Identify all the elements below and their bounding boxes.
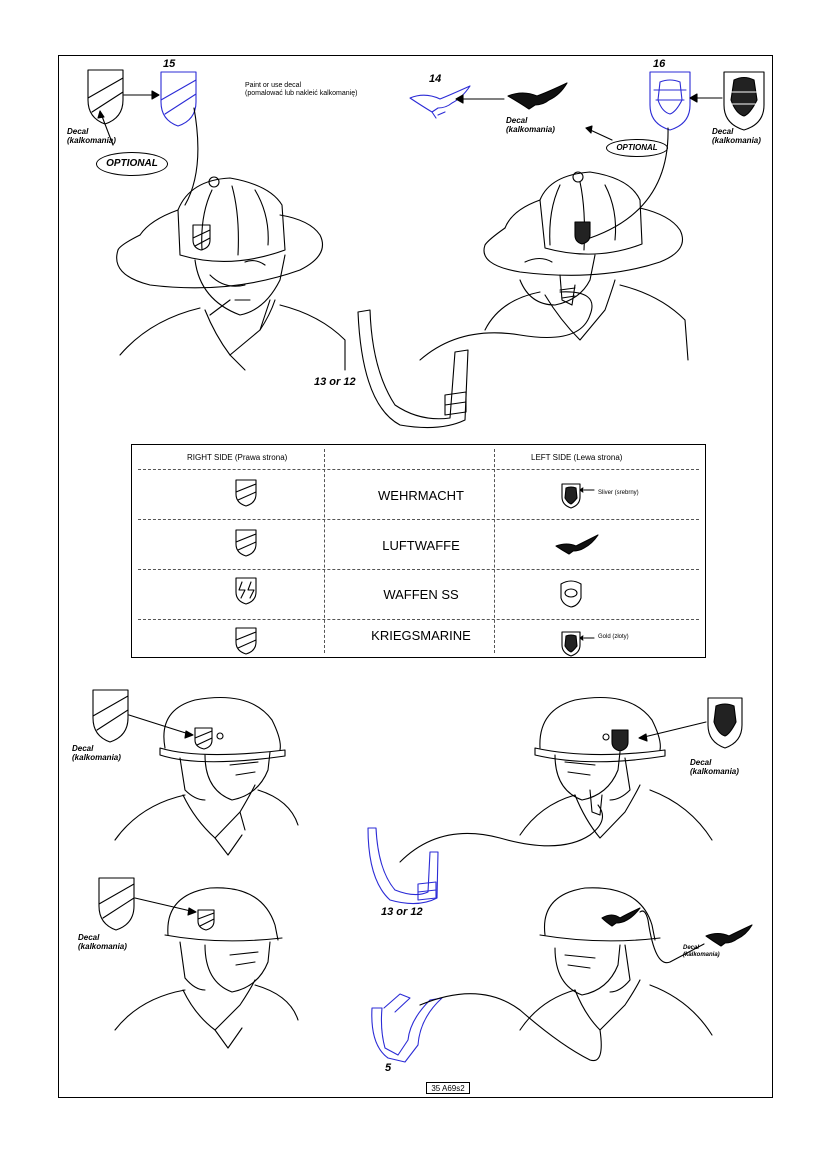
figure-helmet-left-2 <box>520 888 712 1035</box>
table-row <box>132 471 705 521</box>
decal-label-top-right: Decal (kalkomania) <box>712 127 761 145</box>
decal-label-bottom-right: Decal (kalkomania) <box>690 758 739 776</box>
sheet-code: 35 A69s2 <box>426 1082 470 1094</box>
decal-eagle-shield-bottom <box>708 698 742 748</box>
part-number-5: 5 <box>385 1062 392 1074</box>
service-name: WEHRMACHT <box>378 488 464 503</box>
service-name: WAFFEN SS <box>383 587 459 602</box>
decal-eagle-bottom <box>706 925 752 946</box>
part-number-14: 14 <box>429 73 442 85</box>
decal-shield-bottom-2 <box>99 878 134 930</box>
decal-eagle-shield <box>724 72 764 130</box>
part-number-15: 15 <box>163 58 176 70</box>
paint-note: Paint or use decal (pomalować lub nakleić kalkomanię) <box>245 82 358 97</box>
decal-label-eagle-bottom: Decal (kalkomania) <box>683 945 720 958</box>
figure-helmet-left-1 <box>520 698 712 841</box>
part-5-strap <box>372 994 442 1062</box>
figure-tropical-helmet-right <box>117 177 345 370</box>
arrow-decal-bottom-right <box>640 722 706 738</box>
service-name: KRIEGSMARINE <box>371 628 471 643</box>
table-header-left-side: LEFT SIDE (Lewa strona) <box>531 453 623 462</box>
finish-note: Sliver (srebrny) <box>598 490 639 496</box>
decal-eagle <box>508 83 567 109</box>
strap-part-13-12-bottom <box>368 828 438 904</box>
decal-label-bottom-1: Decal (kalkomania) <box>72 744 121 762</box>
finish-note: Gold (złoty) <box>598 634 629 640</box>
table-row <box>132 611 705 661</box>
part-number-16: 16 <box>653 58 666 70</box>
figure-tropical-helmet-left <box>484 172 688 360</box>
decal-label-top-left: Decal (kalkomania) <box>67 127 116 145</box>
strap-label-top: 13 or 12 <box>314 376 356 388</box>
figure-helmet-right-2 <box>115 888 298 1048</box>
decal-label-bottom-2: Decal (kalkomania) <box>78 933 127 951</box>
strap-label-bottom: 13 or 12 <box>381 906 423 918</box>
figure-helmet-right-1 <box>115 698 298 856</box>
leader-part-5 <box>420 994 601 1061</box>
optional-badge-left: OPTIONAL <box>96 152 168 176</box>
decal-shield-bottom-1 <box>93 690 128 742</box>
optional-badge-right: OPTIONAL <box>606 139 668 157</box>
part-16-shield <box>650 72 690 130</box>
service-name: LUFTWAFFE <box>382 538 460 553</box>
insignia-table <box>131 444 706 658</box>
decal-shield-top-left <box>88 70 123 124</box>
arrow-decal-bottom-1 <box>129 715 192 735</box>
part-15-shield <box>161 72 196 126</box>
table-header-right-side: RIGHT SIDE (Prawa strona) <box>187 453 288 462</box>
decal-label-eagle: Decal (kalkomania) <box>506 116 555 134</box>
arrow-decal-bottom-2 <box>135 898 195 912</box>
table-row <box>132 521 705 571</box>
